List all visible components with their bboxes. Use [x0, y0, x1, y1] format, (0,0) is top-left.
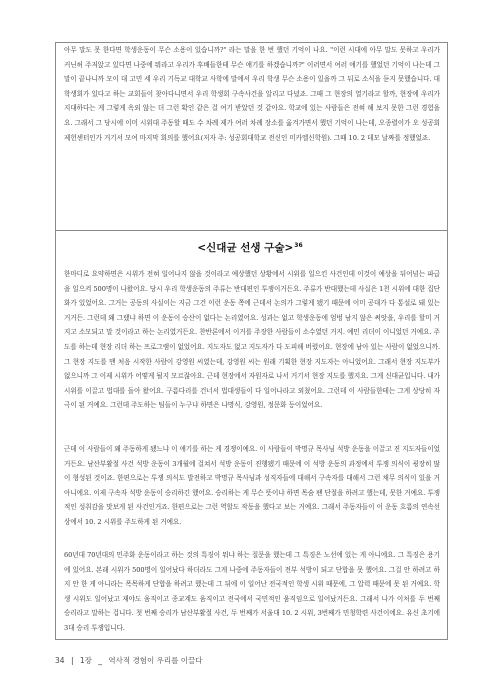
paragraph-testimony-1: 한마디로 요약하면은 시위가 전혀 일어나지 않을 것이라고 예상했던 상황에서 시위를 일으킨 사건인데 이것이 예상을 뒤어넘는 파급을 일으켜 500명이 나왔어요. 당시 우리 학생운동의 주류는 반대편인 투쟁이거든요. 주류가 반대했는데 사실은 1천 시위에 대한 집단화가 있었어요. 그거는 공동의 사실이는 지금 그건 이런 운동 쪽에 근데서 논의가 그렇게 됐기 때문에 이미 공대가 다 통설로 돼 있는 거거든. 그런데 왜 그랬냐 하면 이 운동이 승산이 없다는 논리였어요. 성과는 없고 학생운동에 엄벙 남지 않은 써앗을, 우리를 할미 거지고 소모되고 말 것이라고 하는 논리였거든요. 찬반론에서 이거를 주장한 사람들이 소수였던 거지. 예민 리더이 이니었던 거예요. 주도를 하는데 현장 리더 하는 프로그램이 없었어요. 지도자도 없고 지도자가 다 도피해 버렸어요. 현장에 남아 있는 사람이 없었으니까. 그 현장 지도를 맨 처음 시작한 사람이 강영원 씨였는데, 강영원 씨는 원래 기획한 현장 지도자는 아니었어요. 그래서 현장 지도부가 없으니까 그 이제 시위가 어떻게 될지 모르잖아요. 근데 현장에서 자원자로 나서 거기서 현장 지도를 했지요. 그게 신대균입니다. 내가 시위를 이끌고 법대를 돌아 왔어요. 구름다리를 건너서 법대생들이 다 일어나라고 외쳤어요. 그런데 이 사람들한테는 그게 상당히 자극이 된 거예요. 그런데 주도하는 팀들이 누구냐 하면은 나명식, 강영원, 정문화 등이었어요. [64, 270, 440, 410]
paragraph-testimony-2: 근데 이 사람들이 왜 주동하게 됐느냐 이 얘기를 하는 게 경쟁이예요. 이 사람들이 박명규 목사님 석방 운동을 이끌고 진 지도자들이었거든요. 남산부활절 사건 석방 운동이 3개월에 걸쳐서 석방 운동이 진행됐기 때문에 이 석방 운동의 과정에서 투쟁 의식이 굉장히 많이 형성된 것이죠. 한편으로는 투쟁 의식도 발전하고 박명규 목사님과 성직자들에 대해서 구속자를 대해서 그런 채무 의식이 있을 거 아니에요. 이제 구속자 석방 운동이 승리하긴 했어요. 승리하는 게 무슨 뜻이냐 하면 목숨 팬 단절을 하려고 했는데, 못한 거예요. 투쟁적인 성취감을 맛보게 된 사건인거죠. 한편으로는 그런 역할도 작동을 했다고 보는 거예요. 그래서 주동자들이 이 운동 흐름의 연속선상에서 10. 2 시위를 주도하게 된 거예요. [64, 445, 440, 526]
paragraph-testimony-3: 60년대 70년대의 민주화 운동이라고 하는 것의 특징이 뭐냐 하는 질문을 했는데 그 특징은 노선에 있는 게 아니에요. 그 특징은 용기에 있어요. 본래 시위가 500명이 일어났다 하더라도 그게 나중에 주동자들이 전부 석방이 되고 단합을 못 했어요. 그걸 안 하려고 하지 안 한 게 아니라는 폭목하게 단합을 하려고 했는데 그 뒤에 이 일어난 전국적인 학생 시위 때문에, 그 압력 때문에 못 된 거예요. 학생 시위도 일어났고 재야도 움직이고 종교계도 움직이고 전국에서 국민적인 움직임으로 일어났거든요. 그래서 나가 이처를 두 번째 승리라고 말하는 겁니다. 첫 번째 승리가 남산부활절 사건, 두 번째가 서울대 10. 2 시위, 3번째가 민청학련 사건이에요. 유신 초기에 3대 승리 투쟁입니다. [64, 551, 440, 632]
page-footer [55, 655, 203, 666]
footnote-marker: 36 [294, 241, 303, 249]
footer-underscore: _ [98, 656, 103, 665]
section-divider [55, 230, 448, 231]
chapter-title: 역사적 경험이 우리를 이끌다 [108, 656, 203, 665]
page-number: 34 [55, 656, 65, 665]
paragraph-intro: 아무 말도 못 한다면 학생운동이 무슨 소용이 있습니까?" 라는 말을 한 번 했던 기억이 나요. "이런 시대에 아무 말도 못하고 우리가 커닌허 주저앉고 있다면 나중에 뭐라고 우리가 후배들한테 무슨 얘기를 하겠습니까?" 이러면서 여러 얘기를 했었던 기억이 나는데 그 말이 끝나니까 모이 대 고민 세 우리 기독교 대학교 사학에 말에서 우리 학생 무슨 소용이 있을까 그 뒤로 소식을 듣지 못했습니다. 대학생회가 있다고 하는 교회들이 찾아다니면서 우리 학생회 구속사건을 알리고 다녔죠. 그때 그 현장의 열기라고 할까, 현장에 우리가 지대하다는 게 그렇게 옥외 않는 더 그런 확인 같은 걸 여기 받았던 것 같아요. 학교에 있는 사람들은 전혀 해 보지 못한 그런 경험을요. 그래서 그 당시에 이미 시위대 주동할 때도 수 차례 제가 여러 차례 장소를 옮겨가면서 했던 기억이 나는데, 오종렬이가 오 성공회제헌센터인가 거기서 모여 마지막 회의를 했어요(저자 주: 성공회대학교 전신인 미카엘신학원). 그때 10. 2 데모 날짜를 정했었죠. [64, 46, 440, 142]
heading-title: <신대균 선생 구술> [197, 242, 294, 254]
chapter-label: 1장 [79, 656, 92, 665]
footer-separator: | [70, 656, 74, 665]
section-heading [0, 240, 500, 255]
